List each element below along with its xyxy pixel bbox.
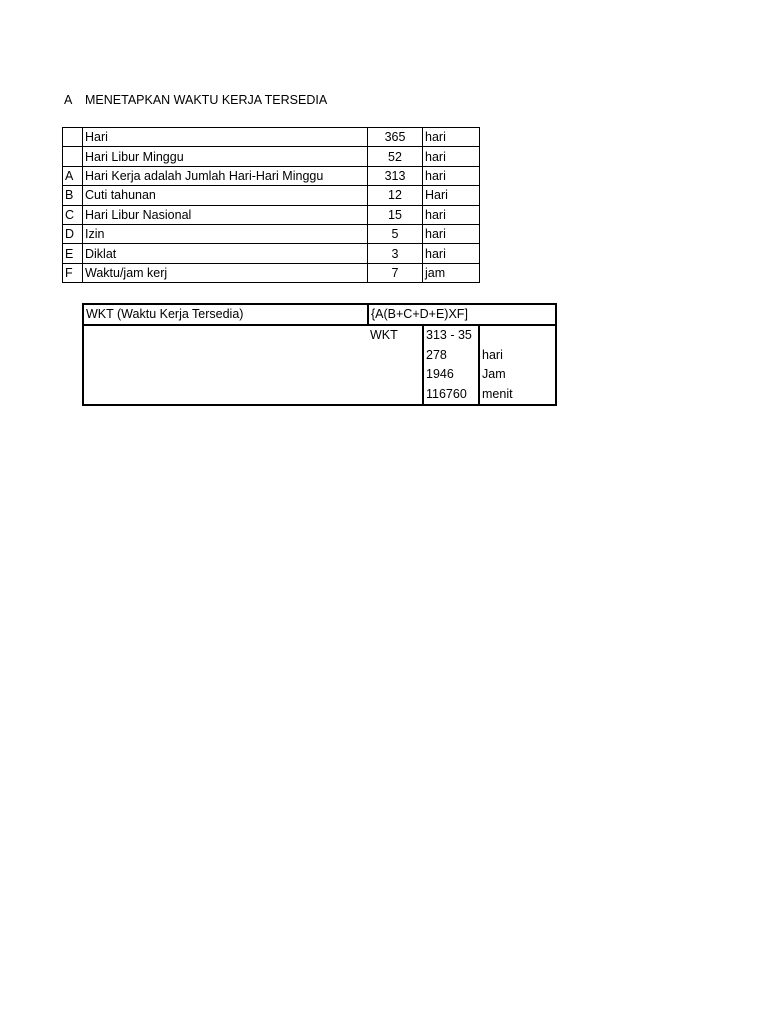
row-value: 313 [368,166,423,185]
row-value: 5 [368,224,423,243]
row-value: 15 [368,205,423,224]
row-unit: hari [423,244,480,263]
section-title: MENETAPKAN WAKTU KERJA TERSEDIA [85,93,328,107]
wkt-name: WKT [368,325,423,405]
row-code: F [63,263,83,282]
table-row [63,186,480,205]
row-unit: hari [423,147,480,166]
wkt-units [479,325,556,405]
row-unit: Hari [423,186,480,205]
wkt-calc-row [83,325,556,405]
wkt-header-row [83,304,556,325]
row-label: Izin [83,224,368,243]
section-letter: A [64,93,73,107]
row-label: Cuti tahunan [83,186,368,205]
wkt-unit: Jam [482,367,506,381]
wkt-label: WKT (Waktu Kerja Tersedia) [83,304,368,325]
wkt-unit [482,326,553,346]
wkt-value: 313 - 35 [426,328,472,342]
wkt-table [82,303,557,406]
row-unit: hari [423,166,480,185]
row-unit: hari [423,205,480,224]
wkt-unit: menit [482,386,513,401]
row-unit: hari [423,224,480,243]
working-days-table [62,127,480,283]
wkt-value: 1946 [426,367,454,381]
row-label: Waktu/jam kerj [83,263,368,282]
table-row [63,263,480,282]
row-code: D [63,224,83,243]
row-unit: jam [423,263,480,282]
row-code: A [63,166,83,185]
wkt-formula: {A(B+C+D+E)XF] [368,304,556,325]
row-value: 7 [368,263,423,282]
row-value: 365 [368,128,423,147]
table-row [63,166,480,185]
table-row [63,244,480,263]
wkt-unit: hari [482,347,503,362]
row-value: 3 [368,244,423,263]
wkt-blank-cell [83,325,368,405]
table-row [63,147,480,166]
table-row [63,128,480,147]
wkt-value: 116760 [426,386,467,401]
wkt-values [423,325,479,405]
row-label: Hari [83,128,368,147]
table-row [63,205,480,224]
row-label: Hari Kerja adalah Jumlah Hari-Hari Minggu [83,166,368,185]
row-code: E [63,244,83,263]
row-value: 12 [368,186,423,205]
row-label: Hari Libur Minggu [83,147,368,166]
row-code [63,147,83,166]
wkt-value: 278 [426,347,447,362]
row-code: C [63,205,83,224]
row-value: 52 [368,147,423,166]
row-code [63,128,83,147]
section-heading [64,91,327,109]
row-label: Diklat [83,244,368,263]
table-row [63,224,480,243]
row-code: B [63,186,83,205]
row-label: Hari Libur Nasional [83,205,368,224]
row-unit: hari [423,128,480,147]
